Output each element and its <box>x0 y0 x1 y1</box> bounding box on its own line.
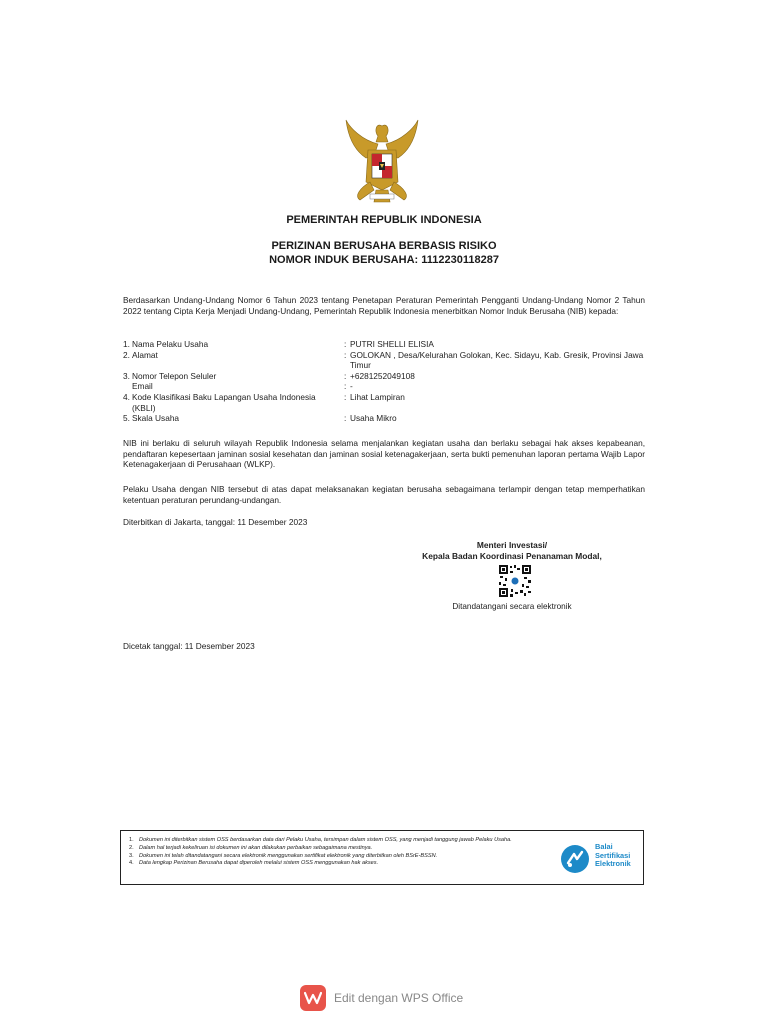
field-label: Kode Klasifikasi Baku Lapangan Usaha Indonesia (KBLI) <box>132 391 316 413</box>
field-label: Nomor Telepon Seluler <box>132 370 217 381</box>
business-details <box>123 339 653 424</box>
field-label: Skala Usaha <box>132 413 180 424</box>
intro-paragraph: Berdasarkan Undang-Undang Nomor 6 Tahun 2023 tentang Penetapan Peraturan Pemerintah Pengganti Undang-Undang Nomor 2 Tahun 2022 tentang Cipta Kerja Menjadi Undang-Undang, Pemerintah Republik Indonesia menerbitkan Nomor Induk Berusaha (NIB) kepada: <box>123 295 645 316</box>
field-label: Alamat <box>132 349 158 360</box>
footnote-item: 3. Dokumen ini telah ditandatangani secara elektronik menggunakan sertifikat elektronik yang diterbitkan oleh BSrE-BSSN. <box>129 852 438 859</box>
document-title: PERIZINAN BERUSAHA BERBASIS RISIKO <box>271 240 497 252</box>
signature-title-2: Kepala Badan Koordinasi Penanaman Modal, <box>422 551 602 561</box>
nib-number: NOMOR INDUK BERUSAHA: 1112230118287 <box>269 254 499 266</box>
government-title: PEMERINTAH REPUBLIK INDONESIA <box>286 214 482 226</box>
field-label: Nama Pelaku Usaha <box>132 339 209 349</box>
field-value: GOLOKAN , Desa/Kelurahan Golokan, Kec. Sidayu, Kab. Gresik, Provinsi Jawa Timur <box>350 349 644 371</box>
field-value: - <box>350 381 353 392</box>
wps-edit-button[interactable] <box>300 985 463 1011</box>
wps-edit-label: Edit dengan WPS Office <box>334 991 464 1005</box>
field-value: +6281252049108 <box>350 370 415 381</box>
field-number: 2. <box>123 349 130 360</box>
printed-date: Dicetak tanggal: 11 Desember 2023 <box>123 641 255 651</box>
wps-icon <box>300 985 326 1011</box>
footnote-item: 2. Dalam hal terjadi kekeliruan isi dokumen ini akan dilakukan perbaikan sebagaimana mestinya. <box>129 844 373 851</box>
footnote-item: 1. Dokumen ini diterbitkan sistem OSS berdasarkan data dari Pelaku Usaha, tersimpan dalam sistem OSS, yang menjadi tanggung jawab Pelaku Usaha. <box>129 837 512 843</box>
field-label: Email <box>132 381 153 392</box>
field-row: 5. Skala Usaha : Usaha Mikro <box>123 413 653 424</box>
field-row: Email : - <box>123 381 653 392</box>
obligation-paragraph: Pelaku Usaha dengan NIB tersebut di atas dapat melaksanakan kegiatan berusaha sebagaimana terlampir dengan tetap memperhatikan ketentuan peraturan perundang-undangan. <box>123 484 645 505</box>
footnote-list <box>129 837 565 868</box>
footnote-box <box>120 830 644 885</box>
field-row: 2. Alamat : GOLOKAN , Desa/Kelurahan Golokan, Kec. Sidayu, Kab. Gresik, Provinsi Jawa Timur <box>123 350 653 371</box>
bsre-logo <box>559 840 641 878</box>
field-row: 1. Nama Pelaku Usaha : PUTRI SHELLI ELISIA <box>123 339 653 350</box>
qr-code-icon <box>498 564 532 598</box>
field-row: 4. Kode Klasifikasi Baku Lapangan Usaha Indonesia (KBLI) : Lihat Lampiran <box>123 392 653 413</box>
field-number: 3. <box>123 370 130 381</box>
electronic-signature-note: Ditandatangani secara elektronik <box>452 602 572 611</box>
field-row: 3. Nomor Telepon Seluler : +6281252049108 <box>123 371 653 382</box>
bsre-logo-text: Balai Sertifikasi Elektronik <box>595 842 631 869</box>
field-number: 5. <box>123 413 130 424</box>
field-value: PUTRI SHELLI ELISIA <box>350 339 434 349</box>
field-number: 1. <box>123 339 130 349</box>
bsre-icon <box>559 843 591 875</box>
issued-date: Diterbitkan di Jakarta, tanggal: 11 Desember 2023 <box>123 517 308 527</box>
validity-paragraph: NIB ini berlaku di seluruh wilayah Republik Indonesia selama menjalankan kegiatan usaha dan berlaku sebagai hak akses kepabeanan, pendaftaran kepesertaan jaminan sosial kesehatan dan jaminan sosial ketenagakerjaan, serta bukti pemenuhan laporan pertama Wajib Lapor Ketenagakerjaan di Perusahaan (WLKP). <box>123 438 645 470</box>
field-value: Usaha Mikro <box>350 413 397 424</box>
field-value: Lihat Lampiran <box>350 391 405 402</box>
signature-block <box>412 540 612 562</box>
footnote-item: 4. Data lengkap Perizinan Berusaha dapat diperoleh melalui sistem OSS menggunakan hak akses. <box>129 860 379 867</box>
signature-title-1: Menteri Investasi/ <box>476 540 548 550</box>
field-number: 4. <box>123 391 130 402</box>
garuda-emblem <box>340 116 424 204</box>
field-number <box>123 381 132 392</box>
